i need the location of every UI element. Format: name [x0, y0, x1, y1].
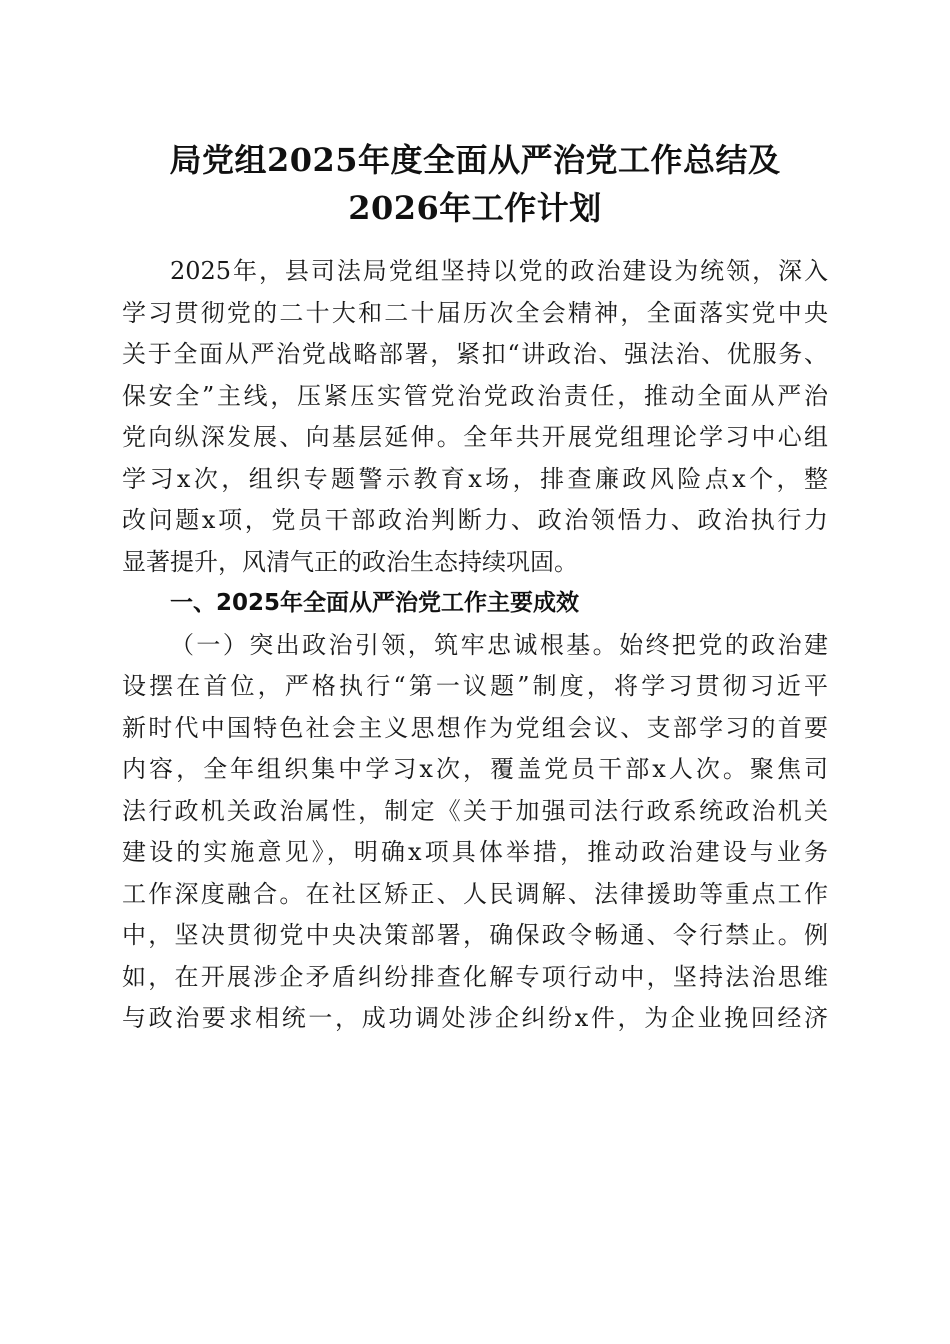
- subsection-1-line: 设摆在首位，严格执行“第一议题”制度，将学习贯彻习近平: [122, 672, 828, 700]
- subsection-1-line: 建设的实施意见》，明确x项具体举措，推动政治建设与业务: [122, 838, 828, 866]
- document-title-line-2: 2026年工作计划: [348, 189, 602, 227]
- document-title-line-1: 局党组2025年度全面从严治党工作总结及: [169, 141, 781, 179]
- intro-line: 保安全”主线，压紧压实管党治党政治责任，推动全面从严治: [122, 381, 828, 410]
- intro-line: 改问题x项，党员干部政治判断力、政治领悟力、政治执行力: [122, 506, 828, 534]
- intro-line: 学习x次，组织专题警示教育x场，排查廉政风险点x个，整: [122, 464, 828, 493]
- intro-line: 关于全面从严治党战略部署，紧扣“讲政治、强法治、优服务、: [122, 340, 828, 368]
- document-body: [122, 251, 828, 1040]
- subsection-1-line: 工作深度融合。在社区矫正、人民调解、法律援助等重点工作: [122, 879, 828, 908]
- subsection-1-line: 新时代中国特色社会主义思想作为党组会议、支部学习的首要: [122, 713, 828, 742]
- subsection-1-line: 与政治要求相统一，成功调处涉企纠纷x件，为企业挽回经济: [122, 1004, 828, 1032]
- subsection-1-line: 中，坚决贯彻党中央决策部署，确保政令畅通、令行禁止。例: [122, 921, 828, 949]
- subsection-1-line: 内容，全年组织集中学习x次，覆盖党员干部x人次。聚焦司: [122, 755, 828, 783]
- intro-line: 党向纵深发展、向基层延伸。全年共开展党组理论学习中心组: [122, 423, 828, 451]
- intro-line: 2025年，县司法局党组坚持以党的政治建设为统领，深入: [170, 257, 828, 285]
- subsection-1-line: 法行政机关政治属性，制定《关于加强司法行政系统政治机关: [122, 796, 828, 825]
- subsection-1-line: （一）突出政治引领，筑牢忠诚根基。始终把党的政治建: [170, 630, 828, 659]
- subsection-1-line: 如，在开展涉企矛盾纠纷排查化解专项行动中，坚持法治思维: [122, 962, 828, 991]
- section-1-heading: 一、2025年全面从严治党工作主要成效: [170, 590, 580, 616]
- intro-line: 学习贯彻党的二十大和二十届历次全会精神，全面落实党中央: [122, 298, 828, 327]
- intro-line: 显著提升，风清气正的政治生态持续巩固。: [122, 547, 578, 576]
